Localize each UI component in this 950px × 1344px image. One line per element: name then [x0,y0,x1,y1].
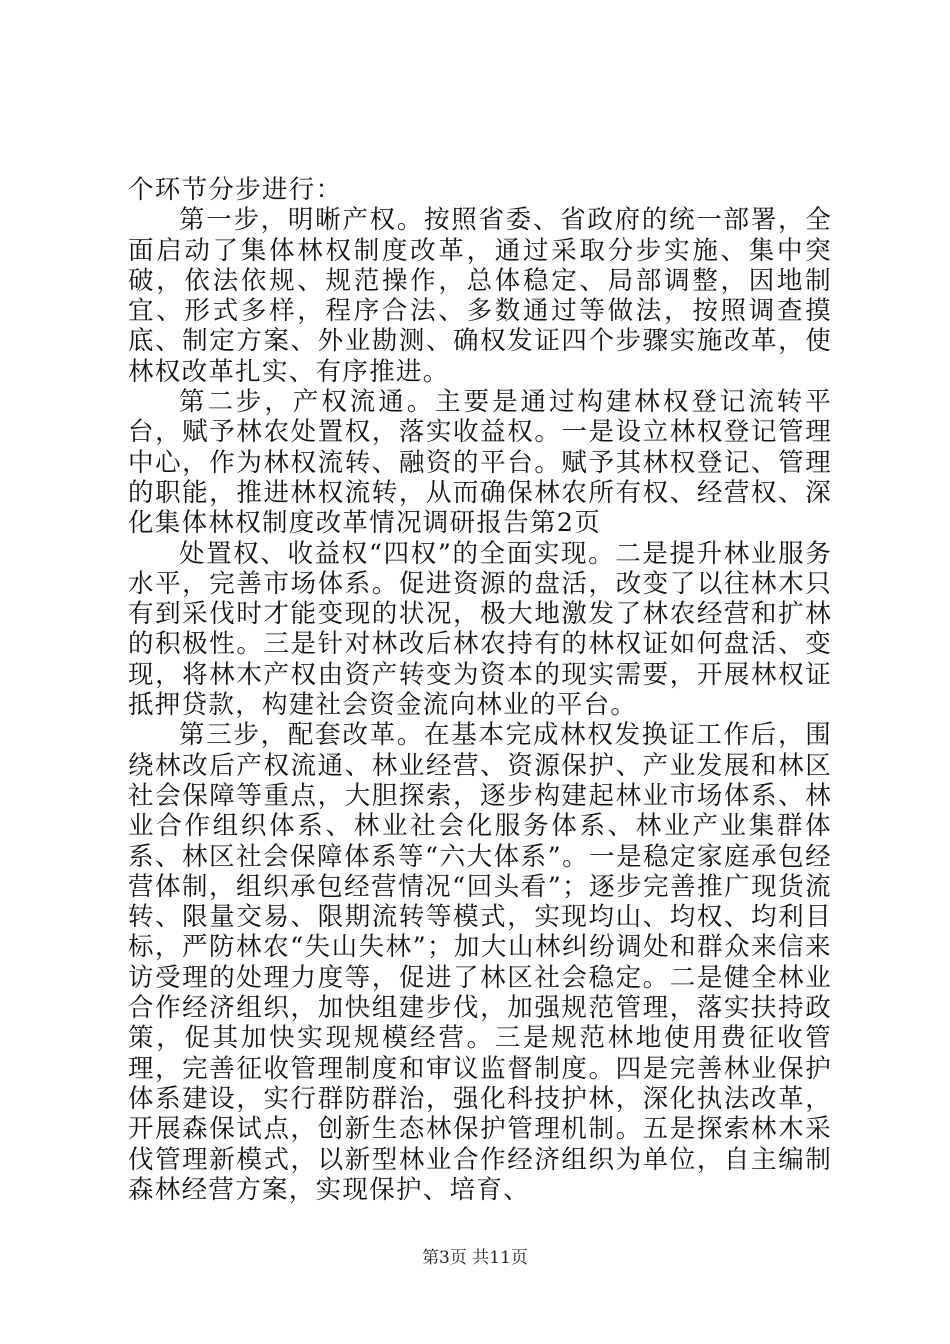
paragraph-1: 第一步，明晰产权。按照省委、省政府的统一部署，全面启动了集体林权制度改革，通过采取分步实施、集中突破，依法依规、规范操作，总体稳定、局部调整，因地制宜、形式多样，程序合法、多数通过等做法，按照调查摸底、制定方案、外业勘测、确权发证四个步骤实施改革，使林权改革扎实、有序推进。 [128,205,832,387]
page-footer: 第3页 共11页 [422,1248,528,1268]
document-body [128,175,832,1205]
paragraph-2: 第二步，产权流通。主要是通过构建林权登记流转平台，赋予林农处置权，落实收益权。一是设立林权登记管理中心，作为林权流转、融资的平台。赋予其林权登记、管理的职能，推进林权流转，从而确保林农所有权、经营权、深化集体林权制度改革情况调研报告第2页 [128,387,832,539]
paragraph-4: 第三步，配套改革。在基本完成林权发换证工作后，围绕林改后产权流通、林业经营、资源保护、产业发展和林区社会保障等重点，大胆探索，逐步构建起林业市场体系、林业合作组织体系、林业社会化服务体系、林业产业集群体系、林区社会保障体系等“六大体系”。一是稳定家庭承包经营体制，组织承包经营情况“回头看”；逐步完善推广现货流转、限量交易、限期流转等模式，实现均山、均权、均利目标，严防林农“失山失林”；加大山林纠纷调处和群众来信来访受理的处理力度等，促进了林区社会稳定。二是健全林业合作经济组织，加快组建步伐，加强规范管理，落实扶持政策，促其加快实现规模经营。三是规范林地使用费征收管理，完善征收管理制度和审议监督制度。四是完善林业保护体系建设，实行群防群治，强化科技护林，深化执法改革，开展森保试点，创新生态林保护管理机制。五是探索林木采伐管理新模式，以新型林业合作经济组织为单位，自主编制森林经营方案，实现保护、培育、 [128,720,832,1205]
paragraph-3: 处置权、收益权“四权”的全面实现。二是提升林业服务水平，完善市场体系。促进资源的盘活，改变了以往林木只有到采伐时才能变现的状况，极大地激发了林农经营和扩林的积极性。三是针对林改后林农持有的林权证如何盘活、变现，将林木产权由资产转变为资本的现实需要，开展林权证抵押贷款，构建社会资金流向林业的平台。 [128,538,832,721]
paragraph-0: 个环节分步进行： [128,175,343,205]
